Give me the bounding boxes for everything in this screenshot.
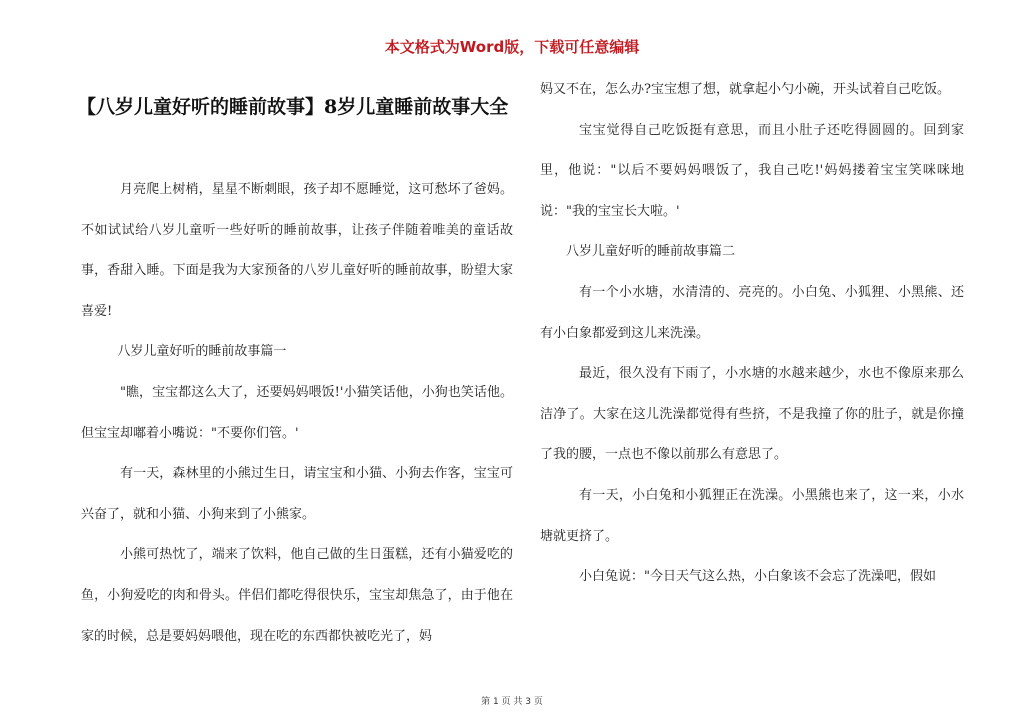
paragraph-continuation: 妈又不在，怎么办?宝宝想了想，就拿起小勺小碗，开头试着自己吃饭。 [540, 82, 950, 97]
section-heading: 八岁儿童好听的睡前故事篇二 [566, 244, 736, 260]
page-number-footer: 第 1 页 共 3 页 [481, 697, 543, 707]
body-paragraph: 宝宝觉得自己吃饭挺有意思，而且小肚子还吃得圆圆的。回到家里，他说："以后不要妈妈喂饭了，我自己吃!'妈妈搂着宝宝笑咪咪地说："我的宝宝长大啦。' [540, 122, 964, 219]
left-column [81, 170, 513, 657]
body-paragraph: 小白兔说："今日天气这么热，小白象该不会忘了洗澡吧，假如 [579, 569, 936, 585]
body-paragraph: 月亮爬上树梢，星星不断刺眼，孩子却不愿睡觉，这可愁坏了爸妈。不如试试给八岁儿童听一些好听的睡前故事，让孩子伴随着唯美的童话故事，香甜入睡。下面是我为大家预备的八岁儿童好听的睡前故事，盼望大家喜爱! [81, 182, 513, 319]
section-heading: 八岁儿童好听的睡前故事篇一 [117, 344, 287, 360]
body-paragraph: "瞧，宝宝都这么大了，还要妈妈喂饭!'小猫笑话他，小狗也笑话他。但宝宝却嘟着小嘴说："不要你们管。' [81, 384, 513, 441]
body-paragraph: 有一天，小白兔和小狐狸正在洗澡。小黑熊也来了，这一来，小水塘就更挤了。 [540, 487, 964, 544]
body-paragraph: 有一个小水塘，水清清的、亮亮的。小白兔、小狐狸、小黑熊、还有小白象都爱到这儿来洗澡。 [540, 284, 964, 341]
body-paragraph: 最近，很久没有下雨了，小水塘的水越来越少，水也不像原来那么洁净了。大家在这儿洗澡都觉得有些挤，不是我撞了你的肚子，就是你撞了我的腰，一点也不像以前那么有意思了。 [540, 366, 964, 463]
body-paragraph: 有一天，森林里的小熊过生日，请宝宝和小猫、小狗去作客，宝宝可兴奋了，就和小猫、小狗来到了小熊家。 [81, 466, 513, 522]
body-paragraph: 小熊可热忱了，端来了饮料，他自己做的生日蛋糕，还有小猫爱吃的鱼，小狗爱吃的肉和骨头。伴侣们都吃得很快乐，宝宝却焦急了，由于他在家的时候，总是要妈妈喂他，现在吃的东西都快被吃光了，妈 [81, 547, 513, 644]
document-title: 【八岁儿童好听的睡前故事】8岁儿童睡前故事大全 [77, 96, 509, 118]
word-format-banner: 本文格式为Word版，下载可任意编辑 [384, 38, 640, 56]
right-column [540, 70, 964, 598]
